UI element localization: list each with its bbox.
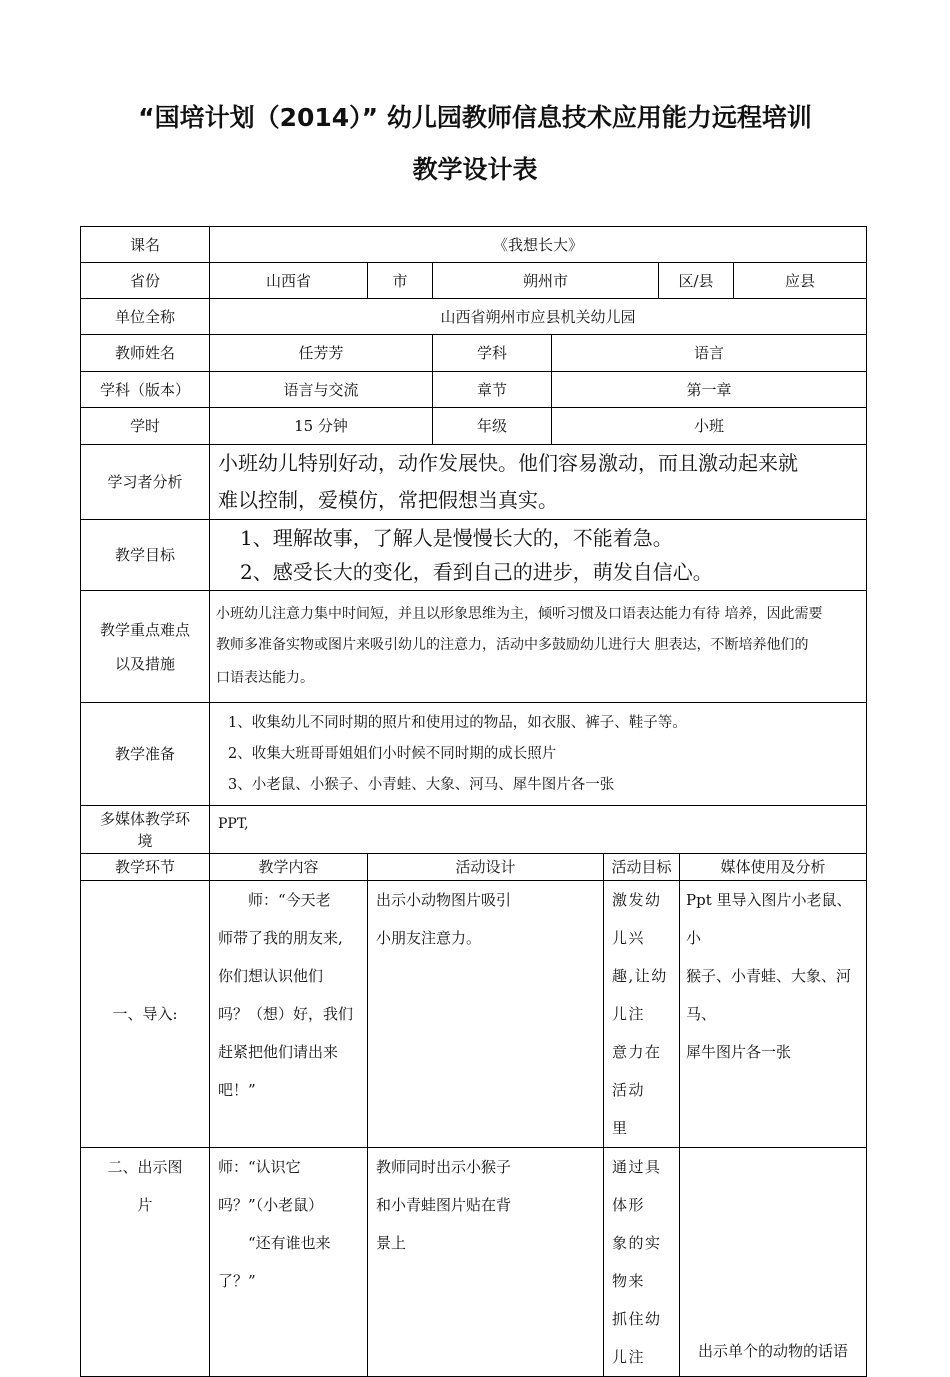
step-media-line: 出示单个的动物的话语 — [698, 1342, 849, 1360]
unit-label: 单位全称 — [81, 299, 210, 335]
province-label: 省份 — [81, 263, 210, 299]
step-goal-line: 里 — [612, 1119, 629, 1137]
teacher-label: 教师姓名 — [81, 335, 210, 372]
step-content-line: 师带了我的朋友来, — [218, 929, 343, 947]
step-content-line: 师：“认识它 — [218, 1158, 301, 1176]
unit-value: 山西省朔州市应县机关幼儿园 — [210, 299, 867, 335]
step-design-line: 小朋友注意力。 — [376, 929, 482, 947]
step-content-line: 师：“今天老 — [218, 891, 331, 909]
key-text-line: 小班幼儿注意力集中时间短，并且以形象思维为主，倾听习惯及口语表达能力有待 培养，因此需要 — [216, 605, 823, 622]
step-goal-line: 激发幼儿兴 — [612, 891, 662, 947]
goal-text-line: 2、感受长大的变化，看到自己的进步，萌发自信心。 — [240, 560, 713, 584]
goal-label: 教学目标 — [81, 520, 210, 591]
document-subtitle: 教学设计表 — [412, 155, 538, 184]
media-label-line: 多媒体教学环 — [99, 809, 190, 828]
prep-label: 教学准备 — [81, 703, 210, 806]
row-hours — [81, 408, 867, 445]
prep-text-line: 1、收集幼儿不同时期的照片和使用过的物品，如衣服、裤子、鞋子等。 — [228, 714, 687, 731]
step-design-line: 和小青蛙图片贴在背 — [376, 1196, 512, 1214]
hours-value: 15 分钟 — [210, 408, 433, 445]
hours-label: 学时 — [81, 408, 210, 445]
row-teacher — [81, 335, 867, 372]
grade-value: 小班 — [552, 408, 867, 445]
media-label-line: 境 — [137, 831, 153, 850]
step-goal-line: 趣,让幼儿注 — [612, 967, 668, 1023]
step-stage: 一、导入: — [81, 881, 210, 1148]
county-label: 区/县 — [659, 263, 734, 299]
step-row — [81, 881, 867, 1148]
row-learner-analysis — [81, 445, 867, 520]
course-value: 《我想长大》 — [210, 227, 867, 263]
row-course — [81, 227, 867, 263]
row-preparation — [81, 703, 867, 806]
lesson-design-table — [80, 226, 867, 1377]
chapter-value: 第一章 — [552, 372, 867, 408]
province-value: 山西省 — [210, 263, 368, 299]
step-content-line: 你们想认识他们 — [218, 967, 324, 985]
step-stage-line: 二、出示图 — [107, 1158, 183, 1176]
row-edition — [81, 372, 867, 408]
step-content-line: 吗？（想）好，我们 — [218, 1005, 354, 1023]
city-label: 市 — [368, 263, 433, 299]
step-media-line: 犀牛图片各一张 — [686, 1043, 792, 1061]
step-content-line: 赶紧把他们请出来 — [218, 1043, 339, 1061]
key-text-line: 教师多准备实物或图片来吸引幼儿的注意力，活动中多鼓励幼儿进行大 胆表达，不断培养他们的 — [216, 636, 809, 653]
step-media-line: Ppt 里导入图片小老鼠、小 — [686, 891, 852, 947]
learner-text-line: 小班幼儿特别好动，动作发展快。他们容易激动，而且激动起来就 — [218, 451, 798, 475]
document-title: “国培计划（2014）” 幼儿园教师信息技术应用能力远程培训 — [138, 103, 812, 132]
key-label-line: 以及措施 — [114, 654, 175, 673]
teacher-value: 任芳芳 — [210, 335, 433, 372]
goal-text-line: 1、理解故事，了解人是慢慢长大的，不能着急。 — [240, 526, 673, 550]
course-label: 课名 — [81, 227, 210, 263]
step-content-line: “还有谁也来 — [218, 1234, 331, 1252]
row-teaching-goal — [81, 520, 867, 591]
step-goal-line: 意力在活动 — [612, 1043, 662, 1099]
step-goal-line: 抓住幼儿注 — [612, 1310, 662, 1366]
column-header: 教学内容 — [210, 854, 368, 881]
step-goal-line: 通过具体形 — [612, 1158, 662, 1214]
step-content-line: 吧！” — [218, 1081, 256, 1099]
prep-text-line: 2、收集大班哥哥姐姐们小时候不同时期的成长照片 — [228, 745, 557, 762]
column-header: 活动目标 — [604, 854, 680, 881]
city-value: 朔州市 — [433, 263, 659, 299]
prep-text-line: 3、小老鼠、小猴子、小青蛙、大象、河马、犀牛图片各一张 — [228, 776, 615, 793]
key-label-line: 教学重点难点 — [99, 620, 190, 639]
media-value: PPT, — [210, 806, 867, 854]
column-header: 活动设计 — [368, 854, 604, 881]
learner-label: 学习者分析 — [81, 445, 210, 520]
county-value: 应县 — [734, 263, 867, 299]
edition-value: 语言与交流 — [210, 372, 433, 408]
column-header: 教学环节 — [81, 854, 210, 881]
row-unit — [81, 299, 867, 335]
edition-label: 学科（版本） — [81, 372, 210, 408]
key-text-line: 口语表达能力。 — [216, 669, 314, 686]
subject-value: 语言 — [552, 335, 867, 372]
step-media-line: 猴子、小青蛙、大象、河马、 — [686, 967, 852, 1023]
step-row — [81, 1148, 867, 1377]
column-header: 媒体使用及分析 — [680, 854, 867, 881]
grade-label: 年级 — [433, 408, 552, 445]
row-key-points — [81, 591, 867, 703]
row-column-headers — [81, 854, 867, 881]
step-design-line: 出示小动物图片吸引 — [376, 891, 512, 909]
step-design-line: 景上 — [376, 1234, 407, 1252]
step-goal-line: 象的实物来 — [612, 1234, 662, 1290]
step-content-line: 了？” — [218, 1272, 256, 1290]
step-content-line: 吗？”（小老鼠） — [218, 1196, 324, 1214]
step-design-line: 教师同时出示小猴子 — [376, 1158, 512, 1176]
row-multimedia — [81, 806, 867, 854]
chapter-label: 章节 — [433, 372, 552, 408]
subject-label: 学科 — [433, 335, 552, 372]
learner-text-line: 难以控制，爱模仿，常把假想当真实。 — [218, 488, 558, 512]
step-stage-line: 片 — [137, 1196, 153, 1214]
row-region — [81, 263, 867, 299]
